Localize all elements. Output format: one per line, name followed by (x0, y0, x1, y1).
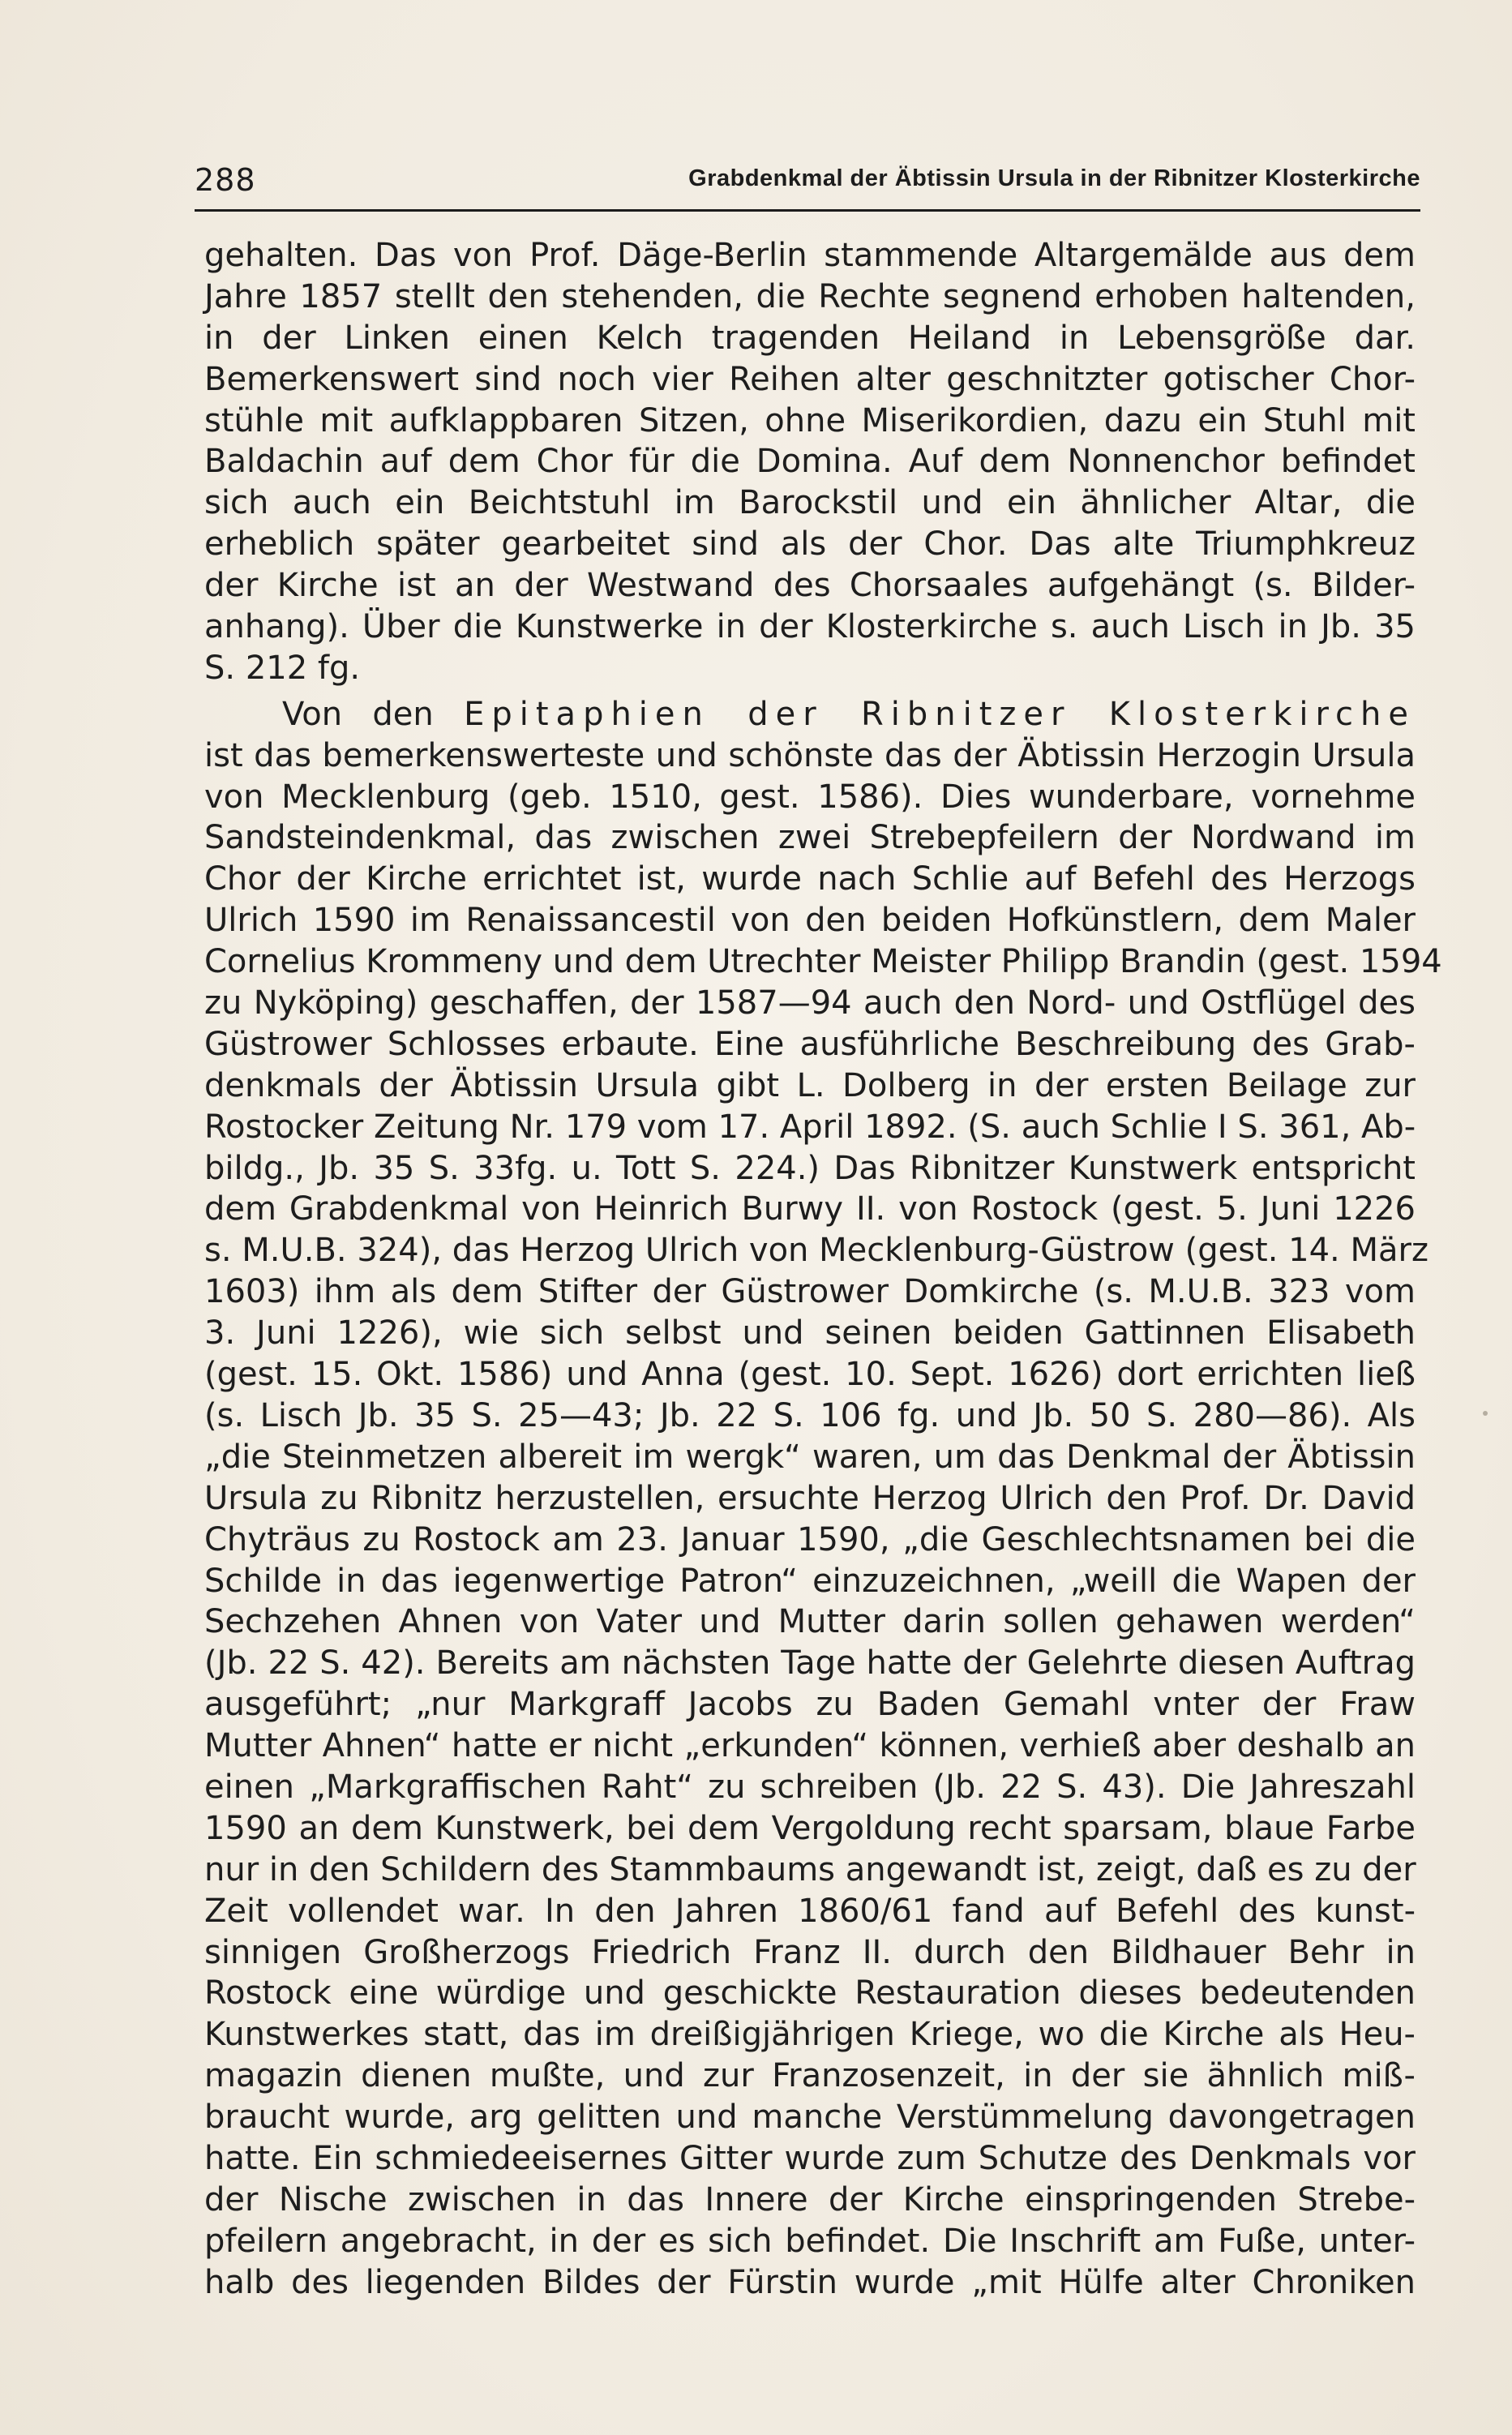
text-line: Sandsteindenkmal, das zwischen zwei Strebepfeilern der Nordwand im (204, 819, 1416, 857)
text-line: Ursula zu Ribnitz herzustellen, ersuchte Herzog Ulrich den Prof. Dr. David (204, 1479, 1416, 1517)
text-line: dem Grabdenkmal von Heinrich Burwy II. von Rostock (gest. 5. Juni 1226 (204, 1190, 1416, 1228)
text-line: Cornelius Krommeny und dem Utrechter Meister Philipp Brandin (gest. 1594 (204, 943, 1442, 981)
text-line: sinnigen Großherzogs Friedrich Franz II. durch den Bildhauer Behr in (204, 1933, 1416, 1971)
text-line: Chyträus zu Rostock am 23. Januar 1590, „die Geschlechtsnamen bei die (204, 1520, 1416, 1558)
text-line: Rostocker Zeitung Nr. 179 vom 17. April 1892. (S. auch Schlie I S. 361, Ab- (204, 1108, 1416, 1146)
text-line: von Mecklenburg (geb. 1510, gest. 1586). Dies wunderbare, vornehme (204, 778, 1416, 816)
text-line: erheblich später gearbeitet sind als der Chor. Das alte Triumphkreuz (204, 525, 1416, 564)
body-text (204, 235, 1442, 2304)
text-line: ist das bemerkenswerteste und schönste das der Äbtissin Herzogin Ursula (204, 736, 1416, 774)
text-line: sich auch ein Beichtstuhl im Barockstil und ein ähnlicher Altar, die (204, 484, 1416, 522)
text-line: „die Steinmetzen albereit im wergk“ waren, um das Denkmal der Äbtissin (204, 1438, 1416, 1476)
text-line: in der Linken einen Kelch tragenden Heiland in Lebensgröße dar. (204, 319, 1416, 357)
text-line: pfeilern angebracht, in der es sich befindet. Die Inschrift am Fuße, unter- (204, 2222, 1416, 2260)
text-line: einen „Markgraffischen Raht“ zu schreiben (Jb. 22 S. 43). Die Jahreszahl (204, 1768, 1416, 1806)
running-title: Grabdenkmal der Äbtissin Ursula in der Ribnitzer Klosterkirche (688, 165, 1420, 191)
text-line: 3. Juni 1226), wie sich selbst und seinen beiden Gattinnen Elisabeth (204, 1314, 1416, 1353)
text-line: bildg., Jb. 35 S. 33fg. u. Tott S. 224.) Das Ribnitzer Kunstwerk entspricht (204, 1149, 1416, 1187)
text-line: 1603) ihm als dem Stifter der Güstrower Domkirche (s. M.U.B. 323 vom (204, 1273, 1416, 1311)
text-line: (s. Lisch Jb. 35 S. 25—43; Jb. 22 S. 106 fg. und Jb. 50 S. 280—86). Als (204, 1396, 1416, 1434)
page-speck (1483, 1411, 1488, 1416)
text-line: Baldachin auf dem Chor für die Domina. Auf dem Nonnenchor befindet (204, 443, 1416, 481)
text-line: braucht wurde, arg gelitten und manche Verstümmelung davongetragen (204, 2098, 1416, 2137)
text-line: nur in den Schildern des Stammbaums angewandt ist, zeigt, daß es zu der (204, 1850, 1416, 1888)
text-line: Chor der Kirche errichtet ist, wurde nach Schlie auf Befehl des Herzogs (204, 860, 1416, 898)
text-line: magazin dienen mußte, und zur Franzosenzeit, in der sie ähnlich miß- (204, 2057, 1416, 2095)
text-line: Güstrower Schlosses erbaute. Eine ausführliche Beschreibung des Grab- (204, 1025, 1416, 1063)
header-rule (195, 209, 1420, 212)
paragraph-2-first-line (204, 694, 1416, 735)
text-line: hatte. Ein schmiedeeisernes Gitter wurde zum Schutze des Denkmals vor (204, 2139, 1416, 2177)
text-line: Rostock eine würdige und geschickte Restauration dieses bedeutenden (204, 1974, 1416, 2013)
text-line: Zeit vollendet war. In den Jahren 1860/61 fand auf Befehl des kunst- (204, 1892, 1416, 1930)
text-line: S. 212 fg. (204, 649, 361, 687)
page-number: 288 (195, 162, 256, 198)
paragraph-1 (204, 235, 1416, 689)
text-line: gehalten. Das von Prof. Däge-Berlin stammende Altargemälde aus dem (204, 237, 1416, 274)
text-line: halb des liegenden Bildes der Fürstin wurde „mit Hülfe alter Chroniken (204, 2263, 1416, 2301)
text-line: zu Nyköping) geschaffen, der 1587—94 auch den Nord- und Ostflügel des (204, 984, 1416, 1022)
text-line: Schilde in das iegenwertige Patron“ einzuzeichnen, „weill die Wapen der (204, 1562, 1416, 1600)
text-line: denkmals der Äbtissin Ursula gibt L. Dolberg in der ersten Beilage zur (204, 1066, 1416, 1104)
text-line: (Jb. 22 S. 42). Bereits am nächsten Tage hatte der Gelehrte diesen Auftrag (204, 1644, 1416, 1683)
text-line: 1590 an dem Kunstwerk, bei dem Vergoldung recht sparsam, blaue Farbe (204, 1809, 1416, 1847)
text-line: Mutter Ahnen“ hatte er nicht „erkunden“ können, verhieß aber deshalb an (204, 1727, 1416, 1765)
text-line: der Nische zwischen in das Innere der Kirche einspringenden Strebe- (204, 2180, 1416, 2219)
text-line: Kunstwerkes statt, das im dreißigjährigen Kriege, wo die Kirche als Heu- (204, 2016, 1416, 2054)
text-line: s. M.U.B. 324), das Herzog Ulrich von Mecklenburg-Güstrow (gest. 14. März (204, 1232, 1428, 1270)
text-line: ausgeführt; „nur Markgraff Jacobs zu Baden Gemahl vnter der Fraw (204, 1686, 1416, 1724)
text-line: Jahre 1857 stellt den stehenden, die Rechte segnend erhoben haltenden, (204, 277, 1416, 315)
first-line-prefix: Von den (282, 695, 465, 733)
text-line: Sechzehen Ahnen von Vater und Mutter darin sollen gehawen werden“ (204, 1603, 1416, 1641)
running-head (195, 159, 1420, 201)
text-line: stühle mit aufklappbaren Sitzen, ohne Miserikordien, dazu ein Stuhl mit (204, 401, 1416, 439)
paragraph-2 (204, 694, 1442, 2304)
text-line: anhang). Über die Kunstwerke in der Klosterkirche s. auch Lisch in Jb. 35 (204, 608, 1416, 646)
text-line: Ulrich 1590 im Renaissancestil von den beiden Hofkünstlern, dem Maler (204, 902, 1416, 940)
text-line: Bemerkenswert sind noch vier Reihen alter geschnitzter gotischer Chor- (204, 360, 1416, 398)
spaced-heading-text: Epitaphien der Ribnitzer Klosterkirche (464, 695, 1416, 733)
text-line: der Kirche ist an der Westwand des Chorsaales aufgehängt (s. Bilder- (204, 567, 1416, 605)
text-line: (gest. 15. Okt. 1586) und Anna (gest. 10. Sept. 1626) dort errichten ließ (204, 1356, 1416, 1394)
